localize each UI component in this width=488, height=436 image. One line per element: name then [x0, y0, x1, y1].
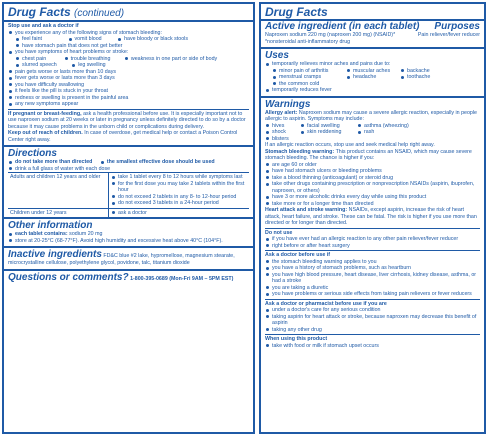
other-information-section	[4, 217, 253, 246]
bleeding-sign: have bloody or black stools	[117, 36, 188, 43]
inactive-ingredients	[8, 249, 249, 267]
bleeding-sign: have stomach pain that does not get better	[15, 43, 249, 50]
uses-section	[261, 47, 484, 96]
allergy-alert	[265, 110, 480, 123]
direction-item: the smallest effective dose should be used	[100, 159, 215, 166]
allergy-symptom: skin reddening	[300, 129, 351, 136]
ask-doctor-heading: Ask a doctor before use if	[265, 252, 331, 258]
active-ingredient-section	[261, 19, 484, 47]
divider	[265, 334, 480, 335]
divider	[265, 299, 480, 300]
questions-section	[4, 269, 253, 285]
other-info-label: each tablet contains:	[15, 231, 68, 237]
age-group-label: Children under 12 years	[8, 208, 109, 217]
use-column	[272, 68, 346, 88]
drug-facts-continued-panel	[2, 2, 255, 434]
active-ingredient-heading: Active ingredient (in each tablet)	[265, 21, 420, 32]
stop-use-bullet: you have difficulty swallowing	[8, 82, 249, 89]
allergy-label: Allergy alert:	[265, 109, 298, 116]
use-condition: muscular aches	[346, 68, 400, 75]
use-condition: headache	[346, 74, 400, 81]
warnings-section	[261, 96, 484, 352]
keep-out-text: In case of overdose, get medical help or contact a Poison Control Center right away.	[8, 130, 238, 143]
questions-heading: Questions or comments?	[8, 271, 129, 283]
divider	[265, 250, 480, 251]
keep-out-label: Keep out of reach of children.	[8, 130, 83, 136]
directions-section	[4, 145, 253, 217]
purposes-heading: Purposes	[434, 21, 480, 32]
use-condition: menstrual cramps	[272, 74, 346, 81]
dosage-item: do not exceed 3 tablets in a 24-hour period	[111, 200, 247, 207]
dosage-item: take 1 tablet every 8 to 12 hours while symptoms last	[111, 174, 247, 181]
stop-use-heading: Stop use and ask a doctor if	[8, 23, 79, 29]
pregnancy-warning	[8, 111, 249, 131]
stomach-risk: have had stomach ulcers or bleeding problems	[265, 168, 480, 175]
allergy-symptom: blisters	[265, 136, 289, 143]
divider	[8, 109, 249, 110]
dosage-item: ask a doctor	[111, 210, 247, 217]
heart-label: Heart attack and stroke warning:	[265, 207, 348, 213]
pregnancy-text: ask a health professional before use. It is especially important not to use naproxen sodium at 20 weeks or later in pregnancy unless definitely directed to do so by a doctor because it may cause problems in the unborn child or complications during delivery.	[8, 110, 246, 130]
stop-use-bullet: any new symptoms appear	[8, 101, 249, 108]
other-info-heading: Other information	[8, 220, 93, 231]
stomach-risk: take other drugs containing prescription or nonprescription NSAIDs (aspirin, ibuprofen, naproxen, or others)	[265, 181, 480, 194]
bleeding-sign: feel faint	[15, 36, 42, 43]
panel-title-text: Drug Facts	[8, 5, 71, 19]
ask-pharmacist-item: taking aspirin for heart attack or stroke, because naproxen may decrease this benefit of aspirin	[265, 314, 480, 327]
do-not-use-item: right before or after heart surgery	[265, 243, 480, 250]
warnings-heading: Warnings	[265, 98, 311, 110]
inactive-heading: Inactive ingredients	[8, 249, 102, 260]
questions-phone: 1-800-395-0689 (Mon-Fri 9AM – 5PM EST)	[130, 275, 234, 282]
allergy-symptom: rash	[357, 129, 374, 136]
stomach-warning	[265, 149, 480, 162]
use-condition: backache	[400, 68, 430, 75]
inactive-text: FD&C blue #2 lake, hypromellose, magnesium stearate, microcrystalline cellulose, polyethylene glycol, povidone, talc, titanium dioxide	[8, 253, 235, 266]
heart-sign: leg swelling	[71, 62, 105, 69]
allergy-symptom: shock	[265, 129, 294, 136]
stop-use-bullet: you experience any of the following signs of stomach bleeding:	[8, 30, 249, 37]
stop-use-section	[4, 20, 253, 145]
other-info-value: sodium 20 mg	[69, 231, 103, 237]
active-ingredient: Naproxen sodium 220 mg (naproxen 200 mg) (NSAID)*	[265, 32, 396, 38]
heart-sign: weakness in one part or side of body	[124, 56, 217, 63]
dosage-instructions	[109, 208, 250, 217]
panel-title: Drug Facts	[265, 5, 328, 19]
dosage-table	[8, 172, 249, 217]
do-not-use-item: if you have ever had an allergic reaction to any other pain reliever/fever reducer	[265, 236, 480, 243]
allergy-symptom: hives	[265, 123, 294, 130]
footnote: *nonsteroidal anti-inflammatory drug	[265, 38, 351, 45]
dosage-instructions	[109, 173, 250, 209]
allergy-after: If an allergic reaction occurs, stop use and seek medical help right away.	[265, 142, 435, 148]
ask-doctor-item: you are taking a diuretic	[265, 285, 480, 292]
drug-facts-panel	[259, 2, 486, 434]
inactive-ingredients-section	[4, 246, 253, 269]
pregnancy-label: If pregnant or breast-feeding,	[8, 110, 82, 117]
questions-line	[8, 272, 249, 283]
panel-title	[4, 4, 253, 20]
use-condition: minor pain of arthritis	[272, 68, 346, 75]
panel-title-sub: (continued)	[74, 8, 125, 19]
use-column	[346, 68, 400, 88]
stop-use-bullet: fever gets worse or lasts more than 3 days	[8, 75, 249, 82]
stop-use-bullet: redness or swelling is present in the painful area	[8, 95, 249, 102]
keep-out-warning	[8, 130, 249, 143]
ask-pharmacist-heading: Ask a doctor or pharmacist before use if you are	[265, 300, 387, 307]
use-conditions	[272, 68, 480, 88]
allergy-symptom: asthma (wheezing)	[357, 123, 409, 130]
table-row	[8, 208, 249, 217]
stomach-label: Stomach bleeding warning:	[265, 148, 335, 155]
when-using-heading: When using this product	[265, 336, 328, 342]
ask-pharmacist-item: under a doctor's care for any serious condition	[265, 307, 480, 314]
ask-doctor-item: you have a history of stomach problems, such as heartburn	[265, 265, 480, 272]
when-using-item: take with food or milk if stomach upset occurs	[265, 343, 480, 350]
stomach-text: This product contains an NSAID, which may cause severe stomach bleeding. The chance is higher if you:	[265, 148, 472, 161]
ask-doctor-item: you have high blood pressure, heart disease, liver cirrhosis, kidney disease, asthma, or had a stroke	[265, 272, 480, 285]
use-condition: the common cold	[272, 81, 346, 88]
heart-warning	[265, 207, 480, 227]
purpose: Pain reliever/fever reducer	[417, 32, 480, 38]
bleeding-sign: vomit blood	[68, 36, 102, 43]
uses-heading: Uses	[265, 50, 289, 61]
direction-item: do not take more than directed	[8, 159, 92, 166]
dosage-item: do not exceed 2 tablets in any 8- to 12-hour period	[111, 194, 247, 201]
heart-sign: chest pain	[15, 56, 46, 63]
do-not-use-heading: Do not use	[265, 229, 293, 236]
stop-use-bullet: you have symptoms of heart problems or stroke:	[8, 49, 249, 56]
age-group-label: Adults and children 12 years and older	[8, 173, 109, 209]
use-item: temporarily relieves minor aches and pains due to:	[265, 61, 480, 68]
divider	[265, 228, 480, 229]
heart-sign: slurred speech	[15, 62, 57, 69]
use-item: temporarily reduces fever	[265, 87, 480, 94]
table-row	[8, 173, 249, 209]
stop-use-bullet: it feels like the pill is stuck in your throat	[8, 88, 249, 95]
allergy-text: Naproxen sodium may cause a severe allergic reaction, especially in people allergic to aspirin. Symptoms may include:	[265, 109, 478, 122]
stomach-risk: take more or for a longer time than directed	[265, 201, 480, 208]
other-info-item: store at 20-25°C (68-77°F). Avoid high humidity and excessive heat above 40°C (104°F).	[8, 238, 249, 245]
allergy-symptom: facial swelling	[300, 123, 351, 130]
ask-doctor-item: the stomach bleeding warning applies to you	[265, 259, 480, 266]
stomach-risk: have 3 or more alcoholic drinks every day while using this product	[265, 194, 480, 201]
directions-heading: Directions	[8, 148, 57, 159]
heart-text: NSAIDs, except aspirin, increase the risk of heart attack, heart failure, and stroke. These can be fatal. The risk is higher if you use more than directed or for longer than directed.	[265, 207, 477, 226]
heart-sign: trouble breathing	[64, 56, 111, 63]
ask-doctor-item: you have problems or serious side effects from taking pain relievers or fever reducers	[265, 291, 480, 298]
dosage-item: for the first dose you may take 2 tablets within the first hour	[111, 181, 247, 194]
stomach-risk: are age 60 or older	[265, 162, 480, 169]
stop-use-bullet: pain gets worse or lasts more than 10 days	[8, 69, 249, 76]
direction-item: drink a full glass of water with each dose	[8, 166, 249, 173]
use-condition: toothache	[400, 74, 430, 81]
active-header	[265, 21, 480, 32]
use-column	[400, 68, 430, 88]
stomach-risk: take a blood thinning (anticoagulant) or steroid drug	[265, 175, 480, 182]
ask-pharmacist-item: taking any other drug	[265, 327, 480, 334]
active-line	[265, 32, 480, 39]
